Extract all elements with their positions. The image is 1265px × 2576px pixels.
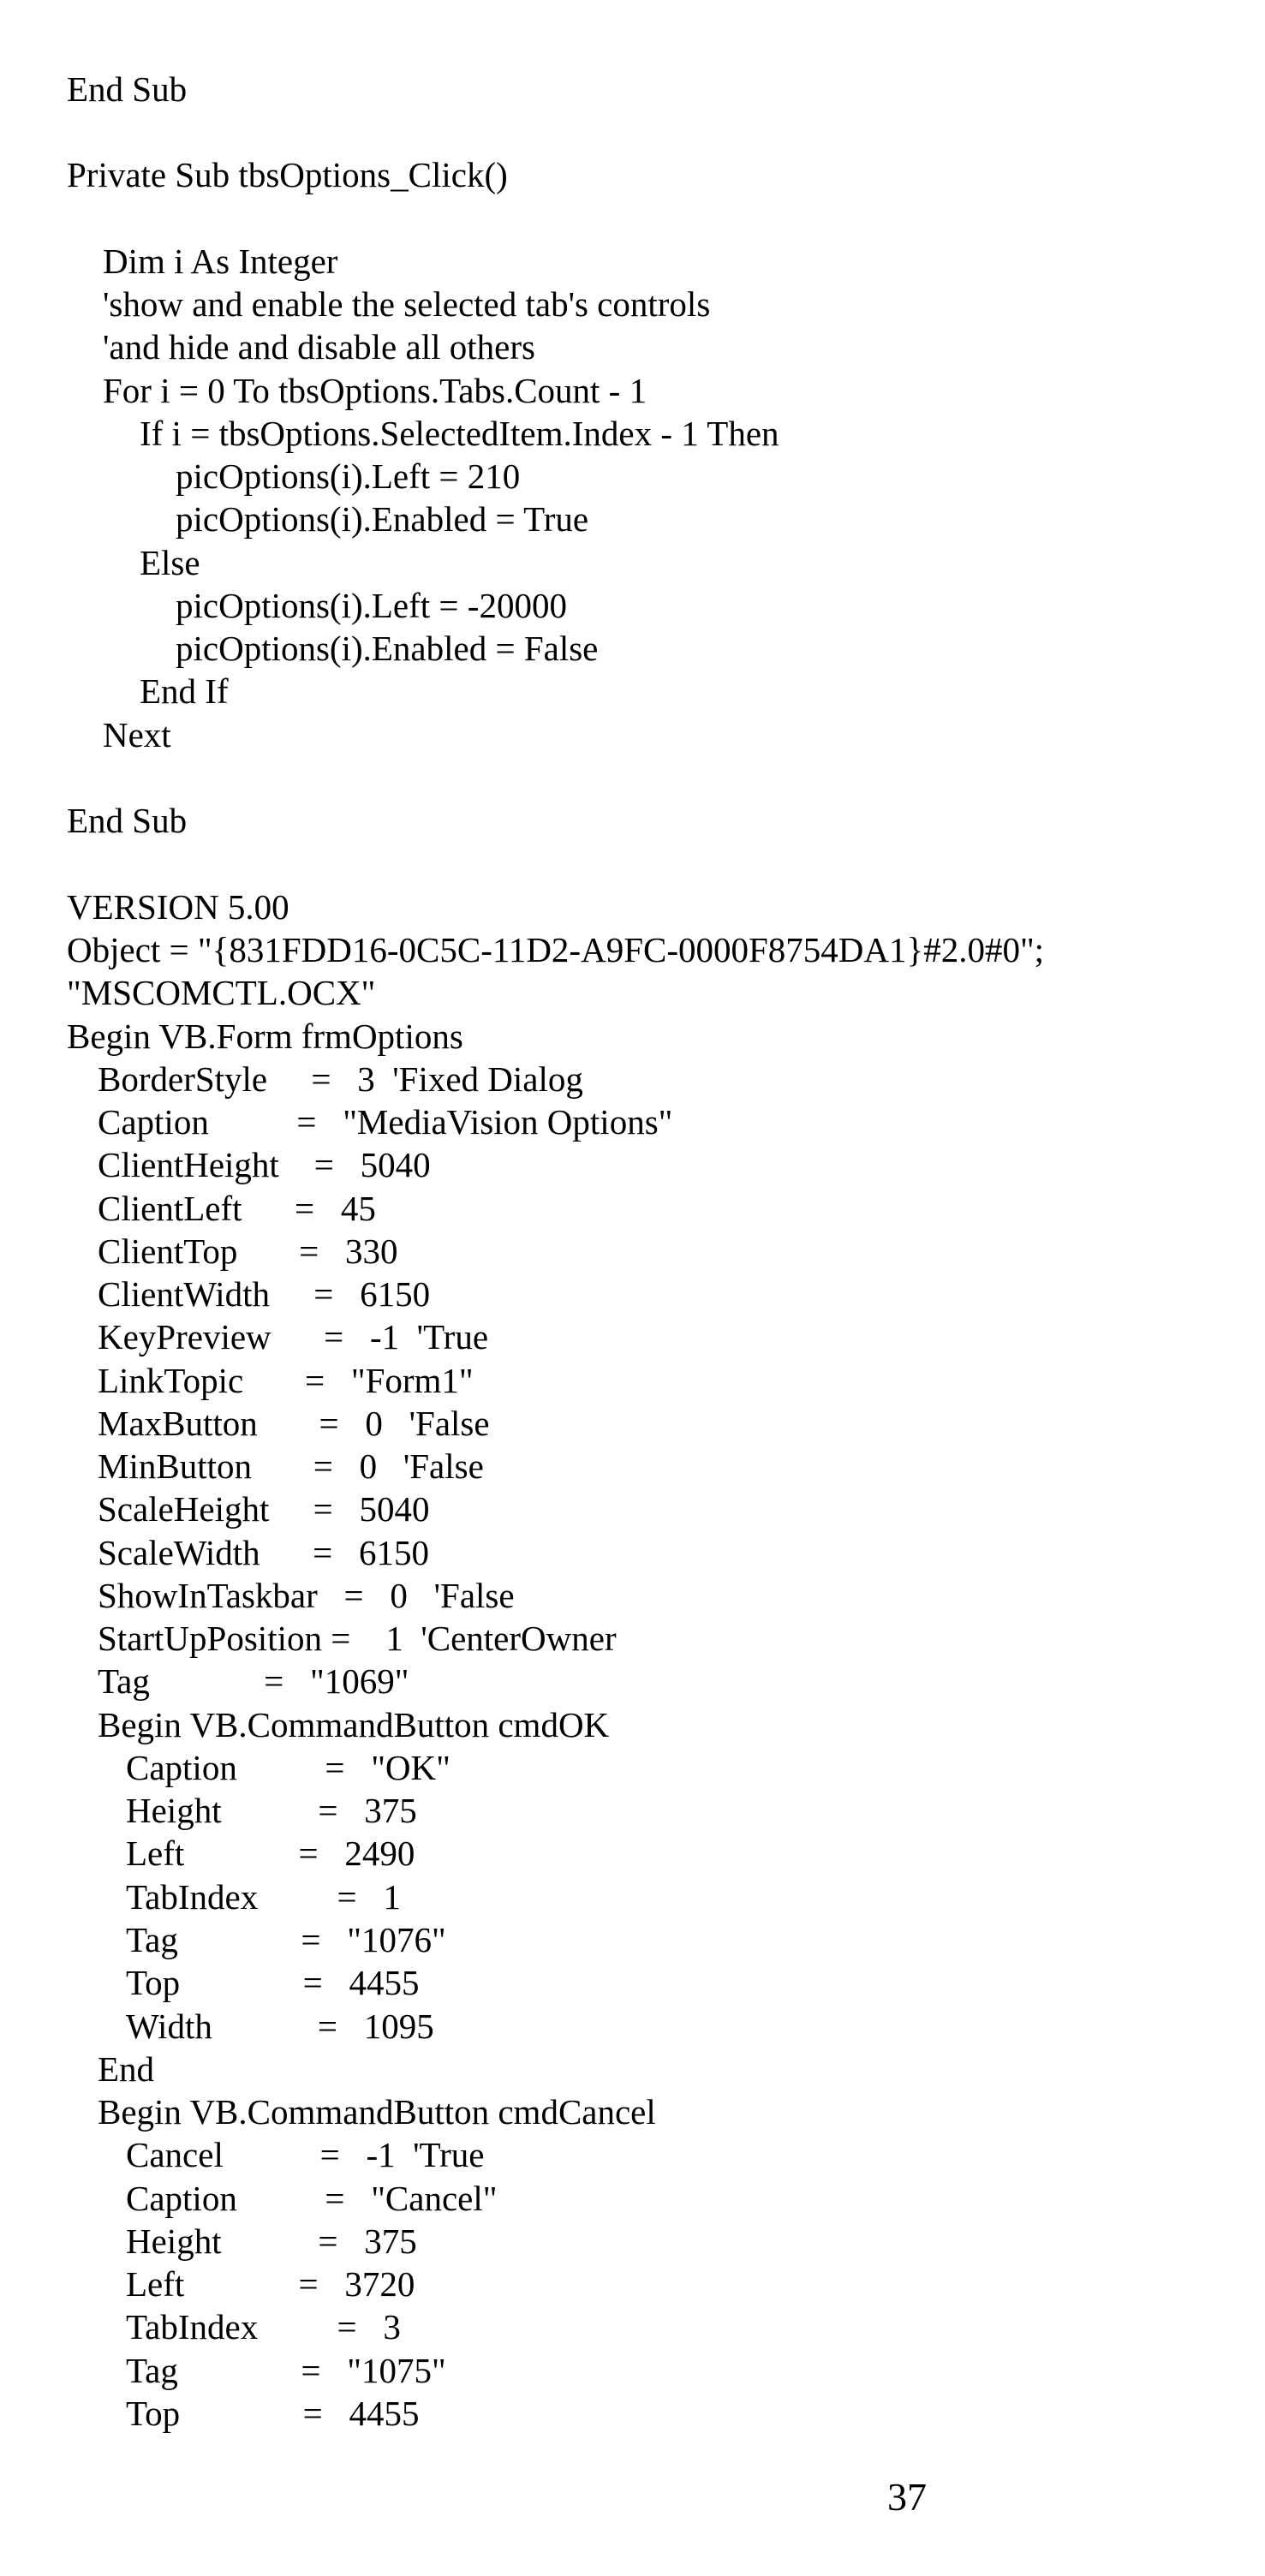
form-property-line: ScaleHeight = 5040 [98,1489,430,1529]
form-property-line: MinButton = 0 'False [98,1446,484,1486]
code-comment-line: 'show and enable the selected tab's controls [103,284,711,324]
code-line: Else [140,543,200,582]
page-number: 37 [887,2475,927,2519]
code-line: "MSCOMCTL.OCX" [67,973,376,1012]
control-end-line: End [98,2049,155,2089]
form-property-line: KeyPreview = -1 'True [98,1317,489,1357]
control-property-line: Left = 2490 [126,1834,415,1873]
control-property-line: Caption = "Cancel" [126,2179,498,2218]
control-property-line: Width = 1095 [126,2007,434,2046]
code-comment-line: 'and hide and disable all others [103,327,535,367]
control-property-line: Height = 375 [126,1791,417,1830]
control-property-line: Tag = "1075" [126,2351,446,2390]
form-property-line: BorderStyle = 3 'Fixed Dialog [98,1059,583,1099]
form-property-line: ClientHeight = 5040 [98,1145,431,1184]
control-property-line: Height = 375 [126,2221,417,2261]
form-property-line: Tag = "1069" [98,1661,409,1701]
code-line: picOptions(i).Left = 210 [176,456,521,496]
code-line: End Sub [67,69,188,109]
control-property-line: TabIndex = 3 [126,2307,401,2346]
form-property-line: LinkTopic = "Form1" [98,1361,474,1400]
control-property-line: Top = 4455 [126,2394,420,2433]
code-line: If i = tbsOptions.SelectedItem.Index - 1 Then [140,414,779,453]
code-line: Next [103,715,171,754]
code-line: picOptions(i).Left = -20000 [176,586,567,625]
form-property-line: ShowInTaskbar = 0 'False [98,1576,515,1615]
control-property-line: Cancel = -1 'True [126,2135,485,2174]
code-line: End Sub [67,801,188,840]
code-line: Object = "{831FDD16-0C5C-11D2-A9FC-0000F8754DA1}#2.0#0"; [67,930,1045,969]
form-property-line: ScaleWidth = 6150 [98,1533,429,1572]
form-property-line: ClientWidth = 6150 [98,1274,431,1314]
code-line: VERSION 5.00 [67,887,289,927]
control-property-line: TabIndex = 1 [126,1877,401,1917]
control-property-line: Top = 4455 [126,1963,420,2002]
control-begin-line: Begin VB.CommandButton cmdOK [98,1705,610,1744]
code-line: For i = 0 To tbsOptions.Tabs.Count - 1 [103,371,647,410]
form-property-line: ClientTop = 330 [98,1231,398,1271]
code-line: End If [140,671,229,711]
form-property-line: MaxButton = 0 'False [98,1404,490,1443]
control-begin-line: Begin VB.CommandButton cmdCancel [98,2092,656,2132]
code-line: Private Sub tbsOptions_Click() [67,155,508,194]
form-property-line: ClientLeft = 45 [98,1189,376,1228]
control-property-line: Left = 3720 [126,2264,415,2304]
form-property-line: StartUpPosition = 1 'CenterOwner [98,1619,617,1658]
control-property-line: Tag = "1076" [126,1920,446,1959]
code-line: picOptions(i).Enabled = True [176,499,589,539]
code-line: Begin VB.Form frmOptions [67,1017,463,1056]
form-property-line: Caption = "MediaVision Options" [98,1102,673,1142]
code-line: Dim i As Integer [103,242,338,281]
control-property-line: Caption = "OK" [126,1748,451,1787]
code-line: picOptions(i).Enabled = False [176,629,599,668]
